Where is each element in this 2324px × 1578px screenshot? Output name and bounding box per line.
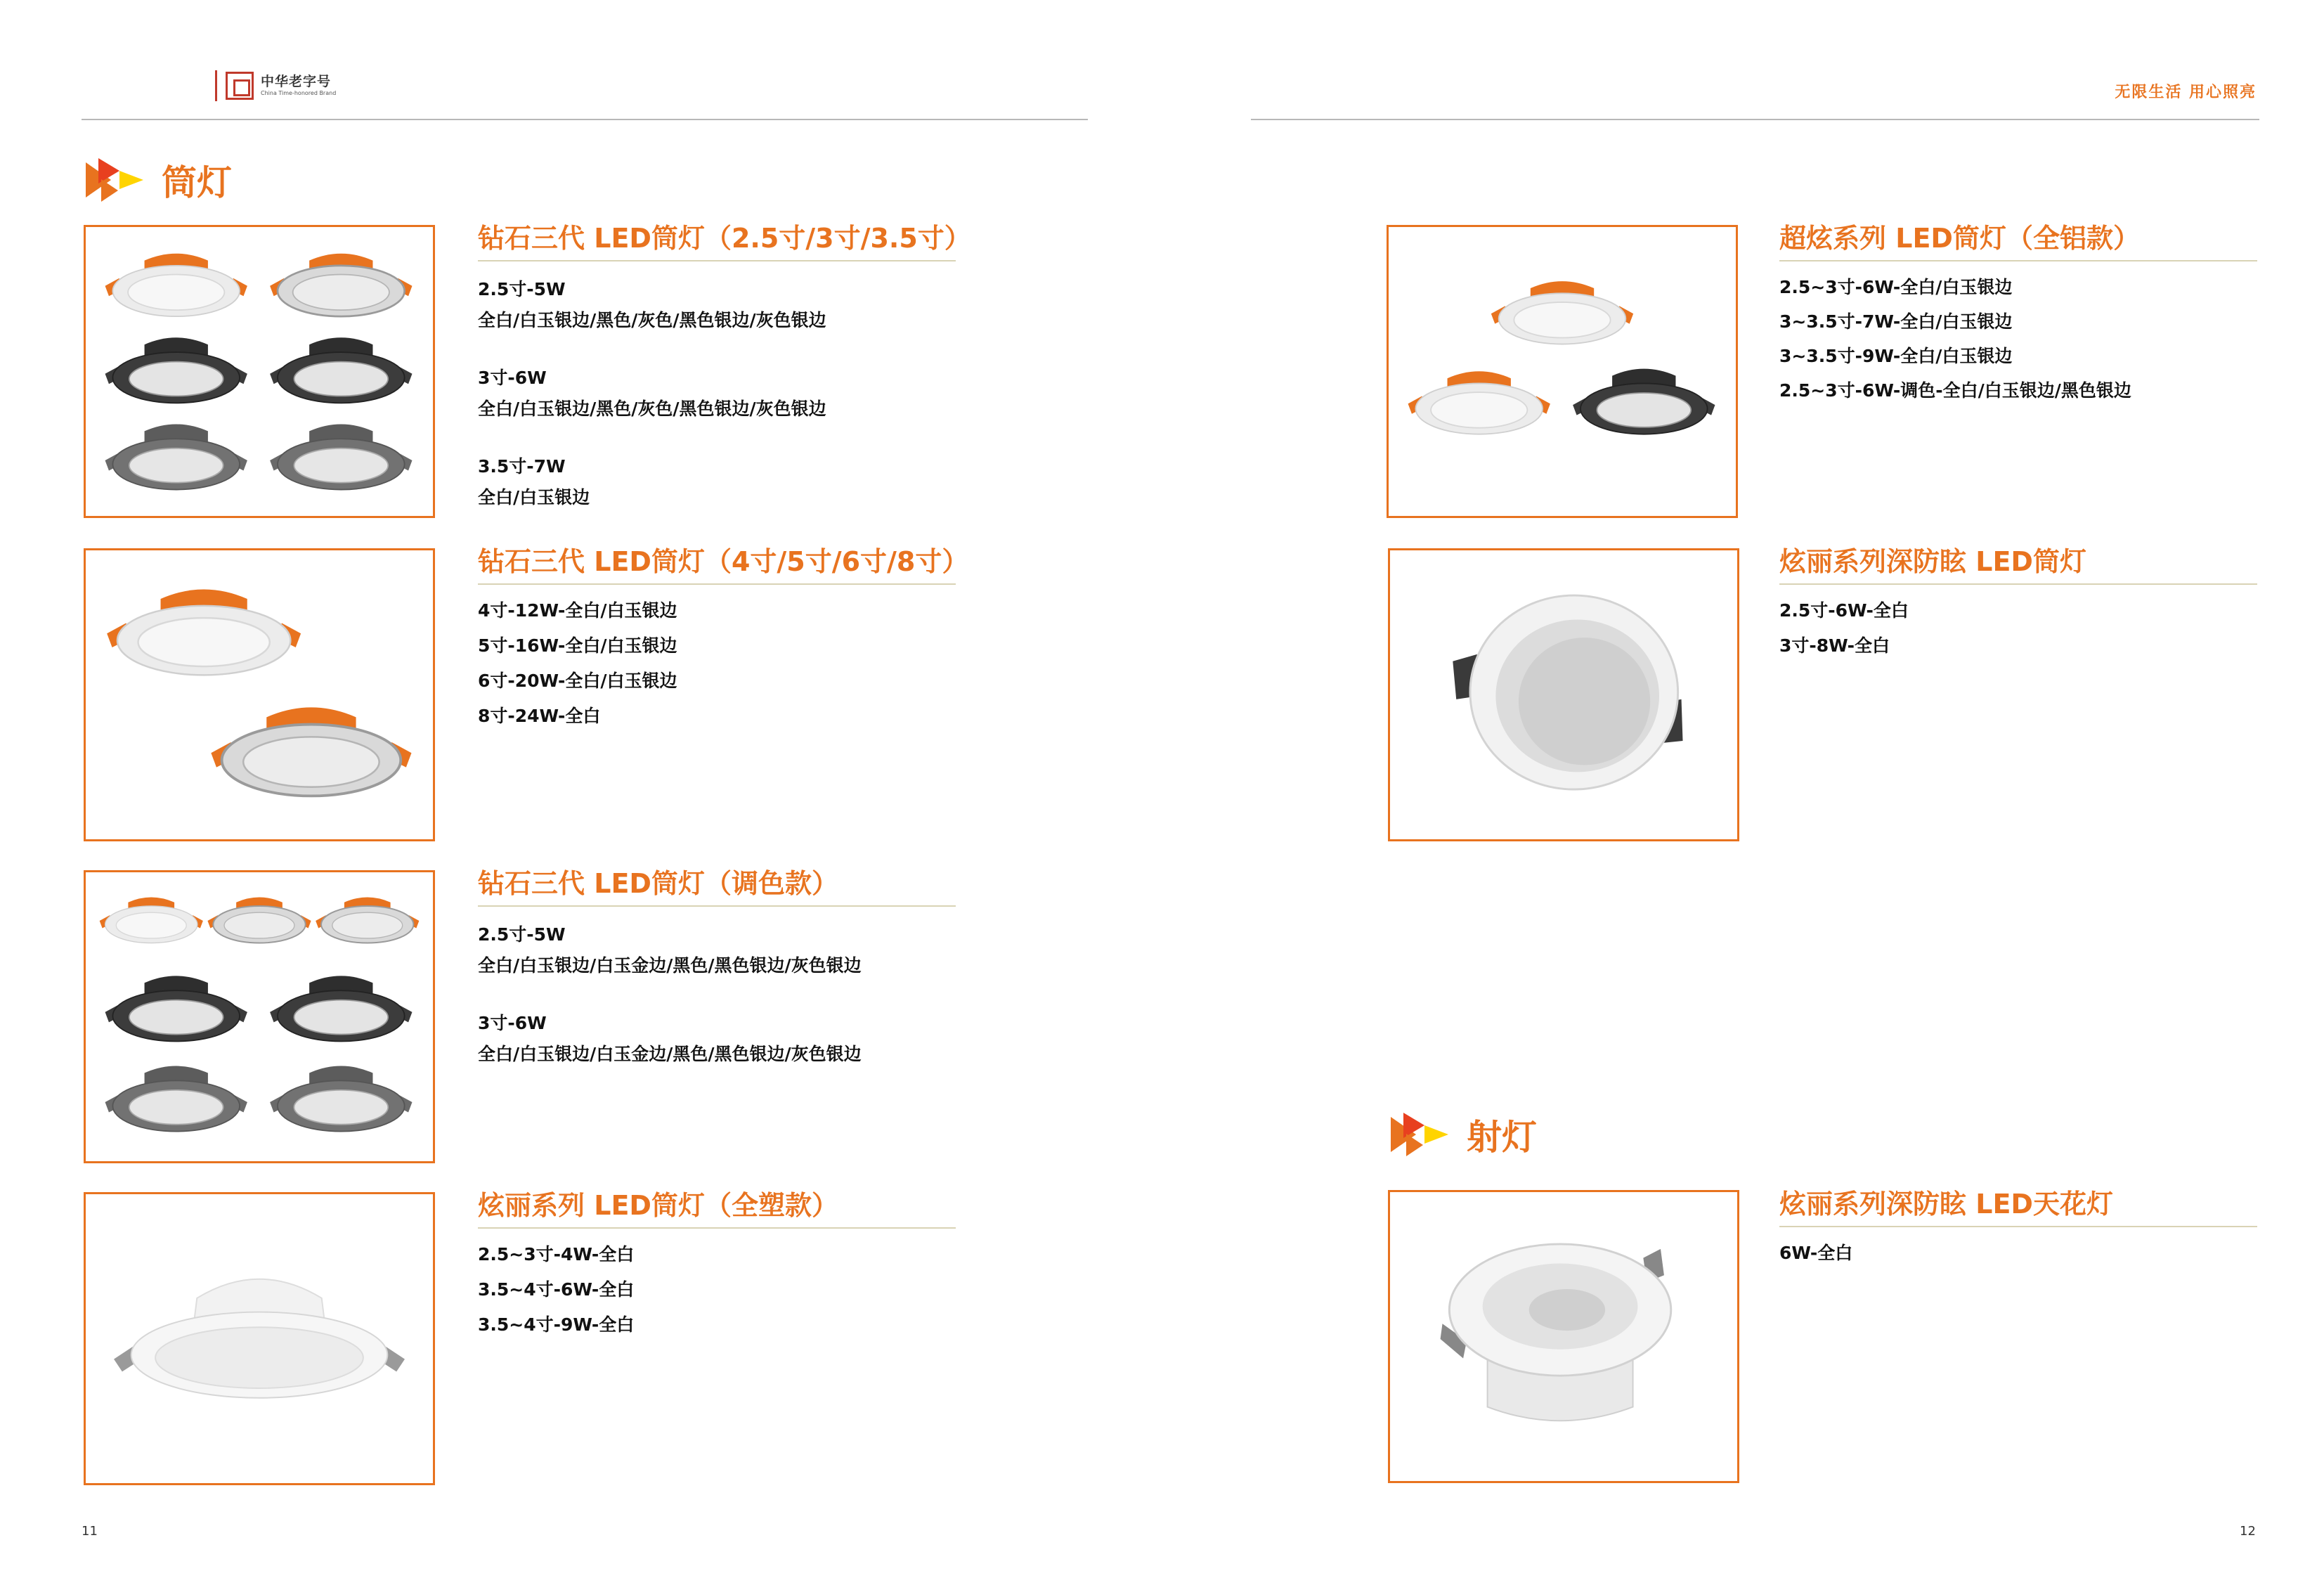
- spec-line: 3.5寸-7W: [478, 455, 566, 477]
- spec-line: 3~3.5寸-9W-全白/白玉银边: [1779, 345, 2013, 366]
- page-number-left: 11: [82, 1524, 98, 1539]
- spec-line: 6W-全白: [1779, 1242, 1853, 1263]
- product-title: 炫丽系列深防眩 LED天花灯: [1779, 1189, 2113, 1220]
- section-arrow-icon: [1388, 1110, 1451, 1159]
- product-title: 钻石三代 LED筒灯（4寸/5寸/6寸/8寸）: [478, 546, 969, 577]
- product-image-xuanli-antiglare-downlight: [1388, 548, 1739, 841]
- section-title: 筒灯: [162, 162, 232, 203]
- product-image-diamond-gen3-small: [84, 225, 435, 518]
- product-title: 超炫系列 LED筒灯（全铝款）: [1779, 223, 2140, 254]
- section-title: 射灯: [1467, 1117, 1537, 1158]
- spec-line: 3.5~4寸-9W-全白: [478, 1314, 635, 1335]
- header-rule-left: [82, 119, 1088, 120]
- product-diamond-gen3-large: [478, 547, 970, 734]
- section-heading-spotlight: [1388, 1109, 1537, 1160]
- product-xuanli-plastic: [478, 1191, 970, 1343]
- brand-logo: [215, 70, 336, 101]
- spec-line: 2.5寸-5W: [478, 278, 566, 299]
- title-rule: [1779, 260, 2257, 261]
- spec-line: 2.5寸-5W: [478, 924, 566, 945]
- brand-name-en: China Time-honored Brand: [261, 90, 337, 96]
- product-image-diamond-gen3-large: [84, 548, 435, 841]
- seal-icon: [226, 72, 254, 100]
- spec-line: 全白/白玉银边/白玉金边/黑色/黑色银边/灰色银边: [478, 1043, 862, 1064]
- title-rule: [478, 583, 956, 585]
- spec-line: 3寸-6W: [478, 367, 547, 388]
- slogan: 无限生活 用心照亮: [2115, 84, 2257, 101]
- title-rule: [1779, 1226, 2257, 1227]
- product-title: 钻石三代 LED筒灯（2.5寸/3寸/3.5寸）: [478, 223, 971, 254]
- spec-line: 全白/白玉银边/黑色/灰色/黑色银边/灰色银边: [478, 398, 826, 419]
- product-title: 钻石三代 LED筒灯（调色款）: [478, 868, 838, 899]
- product-image-diamond-gen3-cct: [84, 870, 435, 1163]
- spec-line: 4寸-12W-全白/白玉银边: [478, 600, 677, 621]
- spec-line: 6寸-20W-全白/白玉银边: [478, 670, 677, 691]
- section-heading-downlight: [83, 155, 232, 205]
- spec-line: 2.5~3寸-4W-全白: [478, 1243, 635, 1265]
- spec-line: 3~3.5寸-7W-全白/白玉银边: [1779, 311, 2013, 332]
- product-xuanli-antiglare-spot: [1779, 1189, 2271, 1271]
- product-title: 炫丽系列深防眩 LED筒灯: [1779, 546, 2086, 577]
- spec-line: 全白/白玉银边/白玉金边/黑色/黑色银边/灰色银边: [478, 955, 862, 976]
- product-image-xuanli-antiglare-spot: [1388, 1190, 1739, 1483]
- spec-line: 3寸-6W: [478, 1012, 547, 1033]
- spec-line: 2.5寸-6W-全白: [1779, 600, 1909, 621]
- header-rule-right: [1251, 119, 2259, 120]
- product-diamond-gen3-cct: [478, 869, 970, 1070]
- spec-line: 5寸-16W-全白/白玉银边: [478, 635, 677, 656]
- spec-line: 3寸-8W-全白: [1779, 635, 1890, 656]
- product-image-xuanli-plastic: [84, 1192, 435, 1485]
- title-rule: [478, 260, 956, 261]
- brand-name-cn: 中华老字号: [261, 74, 332, 89]
- title-rule: [1779, 583, 2257, 585]
- spec-line: 全白/白玉银边/黑色/灰色/黑色银边/灰色银边: [478, 309, 826, 330]
- product-image-chaoxuan-aluminum: [1387, 225, 1738, 518]
- product-xuanli-antiglare-downlight: [1779, 547, 2271, 664]
- product-diamond-gen3-small: [478, 224, 970, 513]
- product-chaoxuan-aluminum: [1779, 224, 2271, 408]
- spec-line: 2.5~3寸-6W-全白/白玉银边: [1779, 276, 2013, 297]
- spec-line: 8寸-24W-全白: [478, 705, 601, 726]
- spec-line: 3.5~4寸-6W-全白: [478, 1279, 635, 1300]
- spec-line: 2.5~3寸-6W-调色-全白/白玉银边/黑色银边: [1779, 380, 2131, 401]
- section-arrow-icon: [83, 155, 146, 205]
- logo-bar: [215, 70, 217, 101]
- product-title: 炫丽系列 LED筒灯（全塑款）: [478, 1190, 838, 1221]
- title-rule: [478, 905, 956, 907]
- title-rule: [478, 1227, 956, 1229]
- page-number-right: 12: [2240, 1524, 2256, 1539]
- spec-line: 全白/白玉银边: [478, 486, 590, 507]
